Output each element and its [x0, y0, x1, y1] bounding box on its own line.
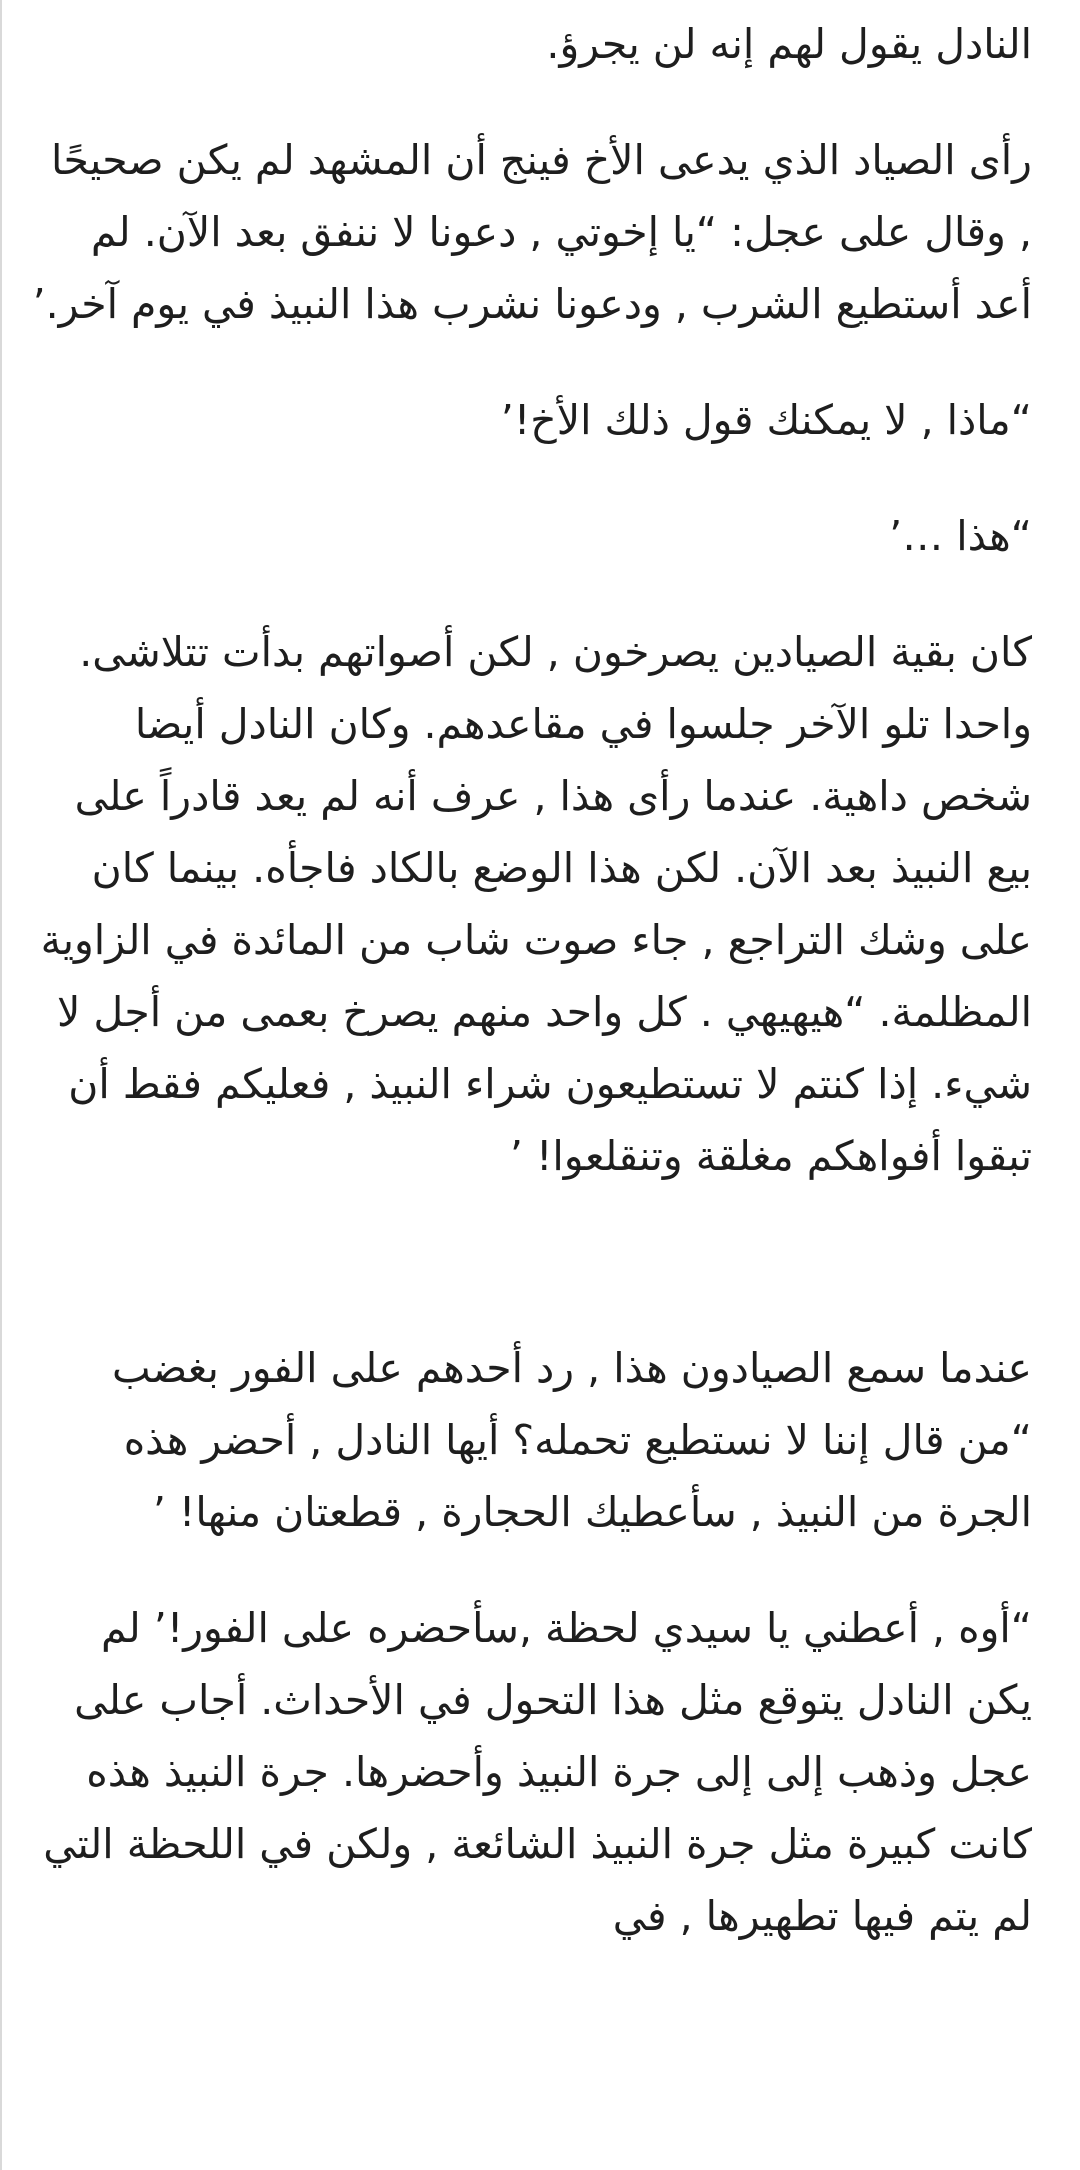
paragraph: “هذا …’ [889, 512, 1032, 560]
chapter-text [32, 8, 1032, 1996]
paragraph: عندما سمع الصيادون هذا , رد أحدهم على الفور بغضب “من قال إننا لا نستطيع تحمله؟ أيها النادل , أحضر هذه الجرة من النبيذ , سأعطيك الحجارة , قطعتان منها! ’ [111, 1344, 1032, 1536]
page-edge-divider [0, 0, 2, 2170]
paragraph: “أوه , أعطني يا سيدي لحظة ,سأحضره على الفور!’ لم يكن النادل يتوقع مثل هذا التحول في الأحداث. أجاب على عجل وذهب إلى إلى جرة النبيذ وأحضرها. جرة النبيذ هذه كانت كبيرة مثل جرة النبيذ الشائعة , ولكن في اللحظة التي لم يتم فيها تطهيرها , في [43, 1604, 1032, 1940]
paragraph: رأى الصياد الذي يدعى الأخ فينج أن المشهد لم يكن صحيحًا , وقال على عجل: “يا إخوتي , دعونا لا ننفق بعد الآن. لم أعد أستطيع الشرب , ودعونا نشرب هذا النبيذ في يوم آخر.’ [32, 136, 1032, 328]
paragraph: “ماذا , لا يمكنك قول ذلك الأخ!’ [500, 396, 1032, 444]
paragraph: النادل يقول لهم إنه لن يجرؤ. [546, 20, 1032, 68]
paragraph: كان بقية الصيادين يصرخون , لكن أصواتهم بدأت تتلاشى. واحدا تلو الآخر جلسوا في مقاعدهم. وكان النادل أيضا شخص داهية. عندما رأى هذا , عرف أنه لم يعد قادراً على بيع النبيذ بعد الآن. لكن هذا الوضع بالكاد فاجأه. بينما كان على وشك التراجع , جاء صوت شاب من المائدة في الزاوية المظلمة. “هيهيهي . كل واحد منهم يصرخ بعمى من أجل لا شيء. إذا كنتم لا تستطيعون شراء النبيذ , فعليكم فقط أن تبقوا أفواهكم مغلقة وتنقلعوا! ’ [40, 628, 1032, 1180]
